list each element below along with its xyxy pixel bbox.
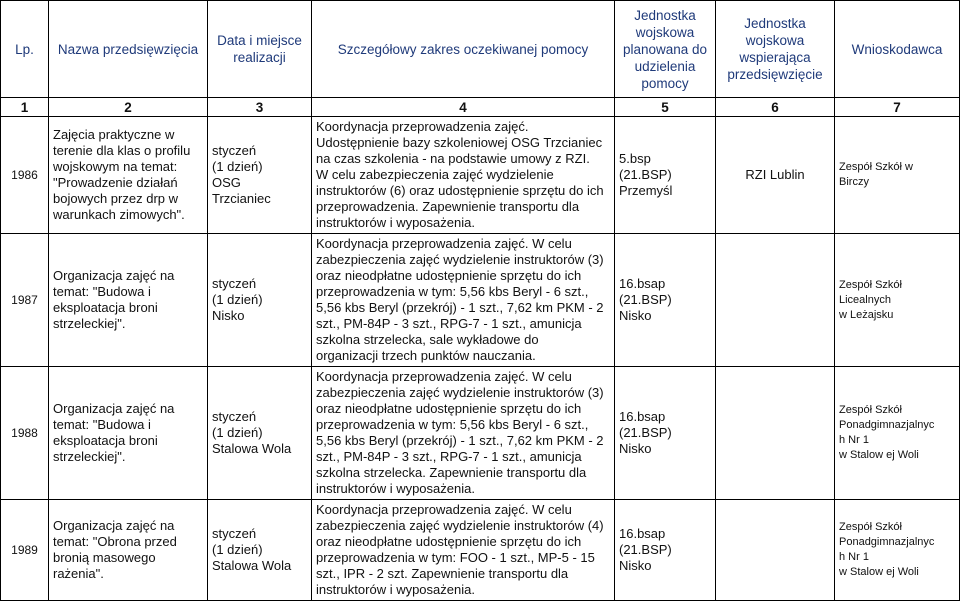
column-number: 4 [312, 98, 615, 117]
scope-line: oraz nieodpłatne udostępnienie sprzętu do ich [316, 268, 582, 283]
project-name: Zajęcia praktyczne w terenie dla klas o profilu wojskowym na temat: "Prowadzenie działań bojowych przez drp w warunkach zimowych". [49, 117, 208, 234]
table-row [1, 234, 960, 367]
row-number: 1988 [1, 367, 49, 500]
unit_planned-line: 5.bsp [619, 151, 651, 166]
date-line: Nisko [212, 308, 245, 323]
unit_planned-line: 16.bsap [619, 276, 666, 291]
scope-line: organizacji trzech punktów nauczania. [316, 348, 536, 363]
applicant-line: h Nr 1 [839, 434, 869, 446]
unit_planned-line: (21.BSP) [619, 542, 672, 557]
date-line: styczeń [212, 526, 257, 541]
scope-line: na czas szkolenia - na podstawie umowy z RZI. [316, 151, 590, 166]
scope-line: przeprowadzenia w tym: 5,56 kbs Beryl - 6 szt., [316, 284, 589, 299]
unit-support [716, 117, 835, 234]
scope-line: instruktorów i wyposażenia. [316, 481, 475, 496]
unit-support [716, 500, 835, 601]
column-number: 1 [1, 98, 49, 117]
header-scope: Szczegółowy zakres oczekiwanej pomocy [312, 1, 615, 98]
scope [312, 500, 615, 601]
scope [312, 234, 615, 367]
scope-line: przeprowadzenia w tym: 5,56 kbs Beryl - 6 szt., [316, 417, 589, 432]
scope-line: szt., PM-84P - 3 szt., RPG-7 - 1 szt., amunicja [316, 449, 582, 464]
scope-line: Koordynacja przeprowadzenia zajęć. [316, 119, 529, 134]
table-row [1, 117, 960, 234]
scope-line: oraz nieodpłatne udostępnienie sprzętu do ich [316, 401, 582, 416]
applicant-line: w Stalow ej Woli [839, 449, 919, 461]
scope-line: szt., IPR - 2 szt. Zapewnienie transportu dla [316, 566, 569, 581]
header-unit-support: Jednostka wojskowa wspierająca przedsięwzięcie [716, 1, 835, 98]
scope-line: szkolna strzelecka. Zapewnienie transportu dla [316, 465, 587, 480]
date-line: styczeń [212, 409, 257, 424]
header-row [1, 1, 960, 98]
unit-planned [615, 500, 716, 601]
project-name: Organizacja zajęć na temat: "Obrona przed bronią masowego rażenia". [49, 500, 208, 601]
column-number: 7 [835, 98, 960, 117]
scope [312, 367, 615, 500]
unit_planned-line: (21.BSP) [619, 292, 672, 307]
date-line: styczeń [212, 276, 257, 291]
scope-line: szt., PM-84P - 3 szt., RPG-7 - 1 szt., amunicja [316, 316, 582, 331]
scope-line: 5,56 kbs Beryl (przekrój) - 1 szt., 7,62 km PKM - 2 [316, 433, 604, 448]
applicant-line: Ponadgimnazjalnyc [839, 536, 935, 548]
applicant-line: h Nr 1 [839, 551, 869, 563]
scope-line: zabezpieczenia zajęć wydzielenie instruktorów (3) [316, 252, 604, 267]
unit-planned [615, 367, 716, 500]
scope-line: oraz nieodpłatne udostępnienie sprzętu do ich [316, 534, 582, 549]
table-row [1, 367, 960, 500]
row-number: 1986 [1, 117, 49, 234]
applicant-line: Zespół Szkół w [839, 161, 913, 173]
scope-line: Koordynacja przeprowadzenia zajęć. W celu [316, 502, 572, 517]
unit_planned-line: Nisko [619, 441, 652, 456]
unit_planned-line: 16.bsap [619, 409, 666, 424]
unit-support [716, 367, 835, 500]
header-unit-planned: Jednostka wojskowa planowana do udzielenia pomocy [615, 1, 716, 98]
unit_planned-line: Przemyśl [619, 183, 673, 198]
row-number: 1987 [1, 234, 49, 367]
scope-line: instruktorów i wyposażenia. [316, 215, 475, 230]
scope-line: instruktorów (6) oraz udostępnienie sprzętu do ich [316, 183, 604, 198]
column-number: 6 [716, 98, 835, 117]
header-applicant: Wnioskodawca [835, 1, 960, 98]
header-lp: Lp. [1, 1, 49, 98]
scope-line: zabezpieczenia zajęć wydzielenie instruktorów (4) [316, 518, 604, 533]
unit-planned [615, 234, 716, 367]
project-name: Organizacja zajęć na temat: "Budowa i eksploatacja broni strzeleckiej". [49, 234, 208, 367]
scope-line: Koordynacja przeprowadzenia zajęć. W celu [316, 236, 572, 251]
scope-line: Udostępnienie bazy szkoleniowej OSG Trzcianiec [316, 135, 603, 150]
applicant-line: Zespół Szkół [839, 404, 902, 416]
date-place [208, 234, 312, 367]
unit_planned-line: Nisko [619, 308, 652, 323]
date-place [208, 500, 312, 601]
scope-line: przeprowadzenia w tym: FOO - 1 szt., MP-5 - 15 [316, 550, 595, 565]
header-date: Data i miejsce realizacji [208, 1, 312, 98]
applicant-line: w Stalow ej Woli [839, 566, 919, 578]
date-line: Stalowa Wola [212, 558, 292, 573]
unit_planned-line: (21.BSP) [619, 167, 672, 182]
date-line: (1 dzień) [212, 425, 263, 440]
column-number: 5 [615, 98, 716, 117]
scope-line: zabezpieczenia zajęć wydzielenie instruktorów (3) [316, 385, 604, 400]
date-line: (1 dzień) [212, 159, 263, 174]
scope-line: przeprowadzenia. Zapewnienie transportu dla [316, 199, 580, 214]
applicant-line: Licealnych [839, 293, 891, 306]
applicant-line: Birczy [839, 176, 869, 188]
applicant [835, 234, 960, 367]
date-line: (1 dzień) [212, 292, 263, 307]
scope-line: Koordynacja przeprowadzenia zajęć. W celu [316, 369, 572, 384]
unit_planned-line: Nisko [619, 558, 652, 573]
applicant [835, 500, 960, 601]
unit_support-line: RZI Lublin [745, 167, 805, 182]
date-line: Stalowa Wola [212, 441, 292, 456]
date-line: (1 dzień) [212, 542, 263, 557]
scope-line: 5,56 kbs Beryl (przekrój) - 1 szt., 7,62 km PKM - 2 [316, 300, 604, 315]
date-line: styczeń [212, 143, 257, 158]
date-line: OSG [212, 175, 241, 190]
column-number: 3 [208, 98, 312, 117]
scope-line: instruktorów i wyposażenia. [316, 582, 475, 597]
applicant-line: w Leżajsku [839, 308, 894, 321]
scope [312, 117, 615, 234]
project-name: Organizacja zajęć na temat: "Budowa i eksploatacja broni strzeleckiej". [49, 367, 208, 500]
date-line: Trzcianiec [212, 191, 271, 206]
applicant [835, 367, 960, 500]
column-number-row [1, 98, 960, 117]
unit-support [716, 234, 835, 367]
applicant-line: Zespół Szkół [839, 521, 902, 533]
unit_planned-line: 16.bsap [619, 526, 666, 541]
unit_planned-line: (21.BSP) [619, 425, 672, 440]
unit-planned [615, 117, 716, 234]
date-place [208, 117, 312, 234]
scope-line: W celu zabezpieczenia zajęć wydzielenie [316, 167, 554, 182]
applicant-line: Ponadgimnazjalnyc [839, 419, 935, 431]
applicant [835, 117, 960, 234]
row-number: 1989 [1, 500, 49, 601]
table-row [1, 500, 960, 601]
applicant-line: Zespół Szkół [839, 278, 902, 291]
header-name: Nazwa przedsięwzięcia [49, 1, 208, 98]
scope-line: szkolna strzelecka, sale wykładowe do [316, 332, 539, 347]
date-place [208, 367, 312, 500]
column-number: 2 [49, 98, 208, 117]
